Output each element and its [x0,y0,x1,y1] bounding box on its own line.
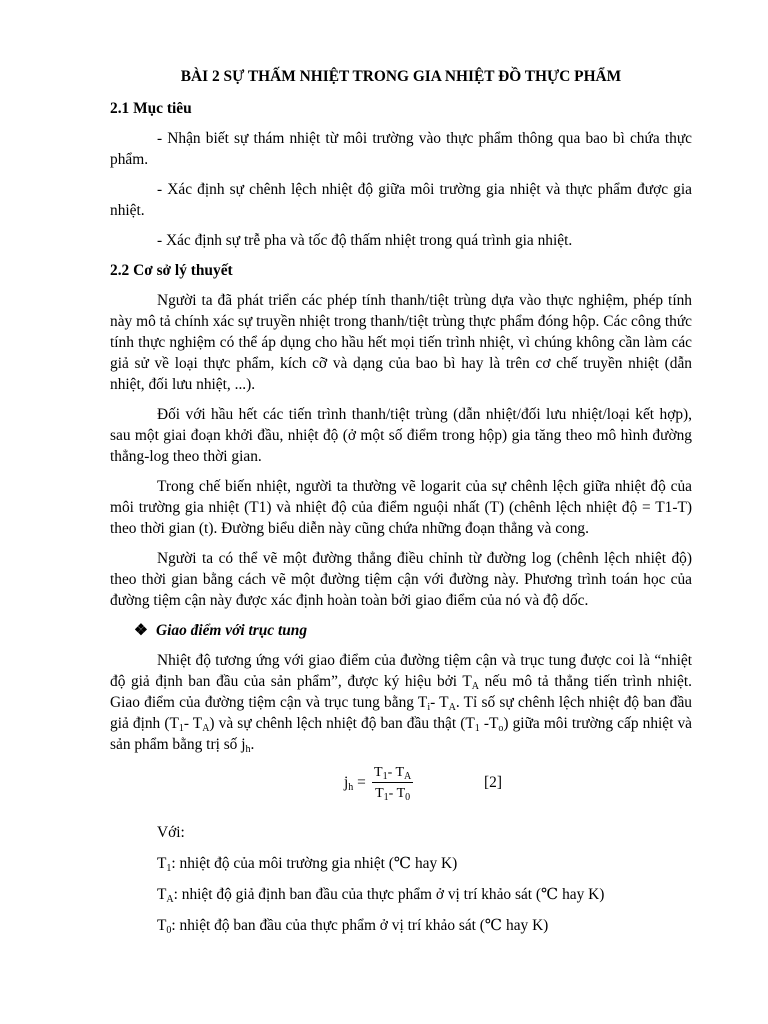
definition-text: : nhiệt độ ban đầu của thực phẩm ở vị trí khảo sát (℃ hay K) [171,917,549,934]
section-heading-theory: 2.2 Cơ sở lý thuyết [110,262,233,279]
bullet-heading-text: Giao điểm với trục tung [156,622,308,639]
text-run: - T [183,715,203,732]
formula-fraction [372,764,413,803]
document-title: BÀI 2 SỰ THẤM NHIỆT TRONG GIA NHIỆT ĐỒ THỰC PHẨM [180,68,622,85]
objective-item: - Nhận biết sự thám nhiệt từ môi trường vào thực phẩm thông qua bao bì chứa thực phẩm. [110,130,692,168]
definition-text: : nhiệt độ giả định ban đầu của thực phẩm ở vị trí khảo sát (℃ hay K) [173,886,605,903]
fraction-numerator [372,764,413,783]
formula-symbol: j [344,774,349,791]
formula-jh [110,764,692,812]
diamond-bullet-icon: ❖ [134,622,148,639]
subscript: A [202,723,210,734]
text-run: . [250,736,255,753]
subscript: 0 [405,792,411,803]
bullet-heading [110,620,692,641]
text-run: nếu mô tả thẳng tiến trình nhiệt. Giao điểm của đường tiệm cận và trục tung bằng T [110,673,693,711]
subscript: 1 [178,723,184,734]
definition-t0 [110,915,692,936]
subscript: 1 [166,863,172,874]
subscript: 1 [382,771,388,782]
subscript: h [245,744,251,755]
text-run: -T [479,715,499,732]
subscript: A [404,771,412,782]
formula-lhs [344,772,366,793]
objective-item: - Xác định sự trễ pha và tốc độ thấm nhiệt trong quá trình gia nhiệt. [157,232,573,249]
subscript: o [498,723,504,734]
subscript: A [471,681,480,692]
text-run: - T [430,694,449,711]
definition-t1 [110,853,692,874]
symbol: T [157,886,167,903]
objective-item: - Xác định sự chênh lệch nhiệt độ giữa môi trường gia nhiệt và thực phẩm được gia nhiệt. [110,181,692,219]
definition-ta [110,884,692,905]
definition-text: : nhiệt độ của môi trường gia nhiệt (℃ hay K) [171,855,458,872]
equals-sign: = [353,774,366,791]
theory-paragraph: Đối với hầu hết các tiến trình thanh/tiệt trùng (dẫn nhiệt/đối lưu nhiệt/loại kết hợp), sau một giai đoạn khởi đầu, nhiệt độ (ở một số điểm trong hộp) gia tăng theo mô hình đường thẳng-log theo thời gian. [110,406,692,465]
symbol: T [375,786,384,801]
text-run: ) và sự chênh lệch nhiệt độ ban đầu thật (T [209,715,475,732]
fraction-denominator [372,783,413,803]
subscript: 0 [166,925,172,936]
equation-number: [2] [484,774,502,791]
theory-paragraph: Người ta có thể vẽ một đường thẳng điều chỉnh từ đường log (chênh lệch nhiệt độ) theo thời gian bằng cách vẽ một đường tiệm cận với đường này. Phương trình toán học của đường tiệm cận này được xác định hoàn toàn bởi giao điểm của nó và độ dốc. [110,550,692,609]
symbol: T [157,917,167,934]
symbol: T [157,855,167,872]
text-run: ) giữa môi trường cấp nhiệt và sản phẩm bằng trị số j [110,715,692,753]
subscript: i [427,702,431,713]
theory-paragraph: Trong chế biến nhiệt, người ta thường vẽ logarit của sự chênh lệch giữa nhiệt độ của môi trường gia nhiệt (T1) và nhiệt độ của điểm nguội nhất (T) (chênh lệch nhiệt độ = T1-T) theo thời gian (t). Đường biểu diễn này cũng chứa những đoạn thẳng và cong. [110,478,692,537]
subscript: 1 [474,723,480,734]
section-heading-objectives: 2.1 Mục tiêu [110,100,192,117]
theory-paragraph: Người ta đã phát triển các phép tính thanh/tiệt trùng dựa vào thực nghiệm, phép tính này mô tả chính xác sự truyền nhiệt trong thanh/tiệt trùng thực phẩm đóng hộp. Các công thức tính thực nghiệm có thể áp dụng cho hầu hết mọi tiến trình nhiệt, vì chúng không cần làm các giả sử về loại thực phẩm, kích cỡ và dạng của bao bì hay là trên cơ chế truyền nhiệt (dẫn nhiệt, đối lưu nhiệt, ...). [110,292,692,393]
subscript: h [348,782,354,793]
subscript: 1 [383,792,389,803]
text-run: Nhiệt độ tương ứng với giao điểm của đường tiệm cận và trục tung được coi là “nhiệt độ giả định ban đầu của sản phẩm”, được ký hiệu bởi T [110,652,692,690]
text-run: . Tỉ số sự chênh lệch nhiệt độ ban đầu giả định (T [110,694,692,732]
symbol: - T [387,765,405,780]
subscript: A [166,894,174,905]
subscript: A [448,702,456,713]
symbol: T [374,765,383,780]
symbol: - T [388,786,406,801]
where-label: Với: [157,824,185,841]
intercept-paragraph [110,650,692,755]
